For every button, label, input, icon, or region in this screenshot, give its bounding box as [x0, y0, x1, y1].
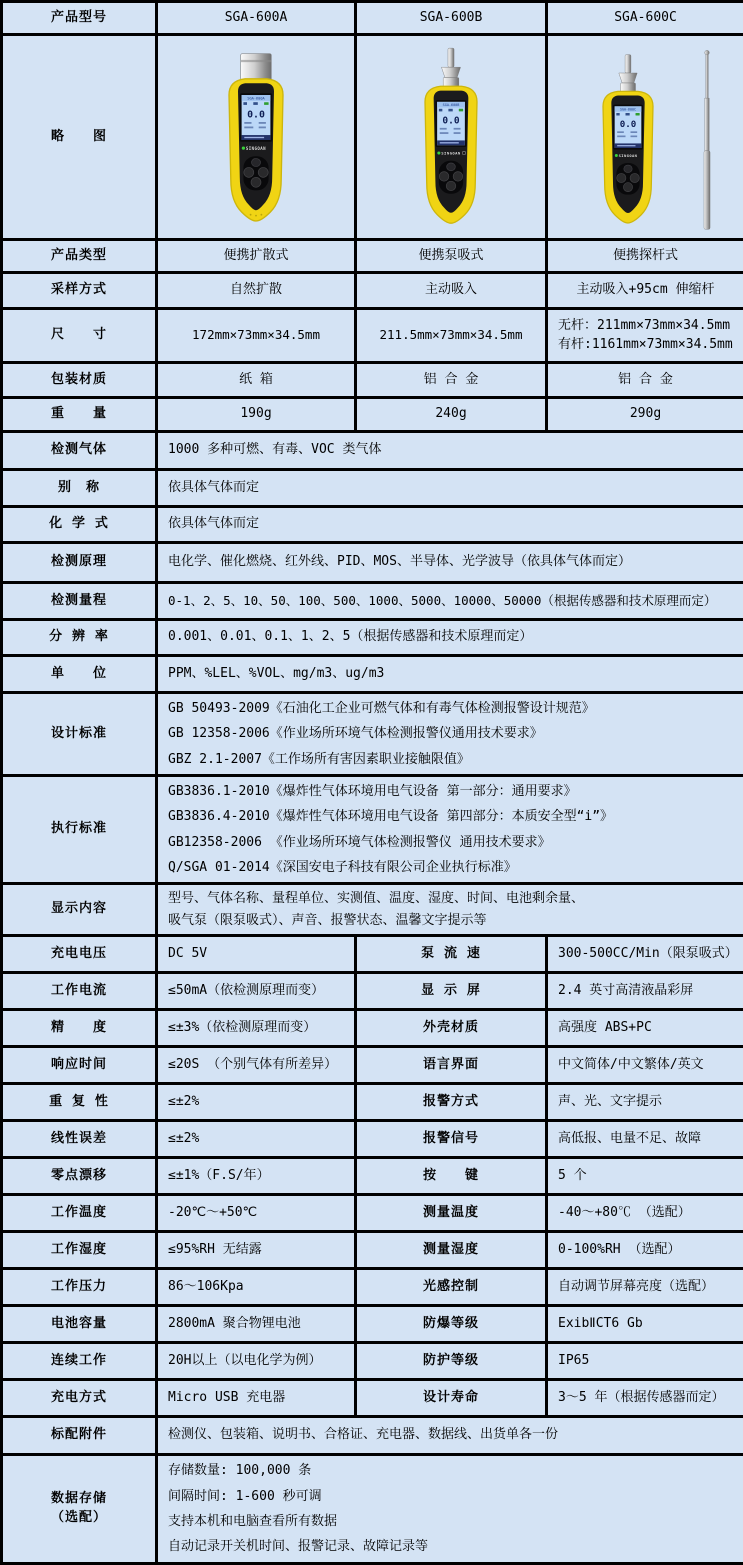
cell-value: ≤50mA（依检测原理而变） — [157, 973, 356, 1010]
row-label: 防护等级 — [356, 1343, 547, 1380]
cell-value — [157, 1455, 743, 1563]
row-label: 别 称 — [2, 470, 157, 507]
cell-value: -20℃～+50℃ — [157, 1195, 356, 1232]
cell-value: 主动吸入+95cm 伸缩杆 — [547, 273, 743, 309]
row-unit — [2, 656, 743, 693]
cell-value: 290g — [547, 398, 743, 432]
photo-cell-sga600c — [547, 35, 743, 240]
cell-value: 纸 箱 — [157, 363, 356, 398]
cell-value: 依具体气体而定 — [157, 507, 743, 543]
cell-value: Micro USB 充电器 — [157, 1380, 356, 1417]
row-model — [2, 2, 743, 35]
dimension-with-rod: 有杆:1161mm×73mm×34.5mm — [558, 336, 733, 355]
cell-value: 2.4 英寸高清液晶彩屏 — [547, 973, 743, 1010]
cell-value: ≤±2% — [157, 1084, 356, 1121]
display-line: 吸气泵（限泵吸式）、声音、报警状态、温馨文字提示等 — [168, 910, 733, 931]
row-label: 精 度 — [2, 1010, 157, 1047]
cell-value: 中文简体/中文繁体/英文 — [547, 1047, 743, 1084]
brand-text: SINGOAN — [246, 145, 266, 150]
row-label: 检测原理 — [2, 543, 157, 583]
row-label: 工作温度 — [2, 1195, 157, 1232]
standard-line: GB 50493-2009《石油化工企业可燃气体和有毒气体检测报警设计规范》 — [168, 696, 733, 721]
standard-line: Q/SGA 01-2014《深国安电子科技有限公司企业执行标准》 — [168, 855, 733, 880]
row-label: 产品类型 — [2, 240, 157, 273]
screen-model-text: SGA-600B — [443, 103, 460, 107]
row-label: 语言界面 — [356, 1047, 547, 1084]
device-screen — [614, 106, 641, 148]
standard-line: GBZ 2.1-2007《工作场所有害因素职业接触限值》 — [168, 747, 733, 772]
cell-value — [157, 884, 743, 936]
row-package — [2, 363, 743, 398]
cell-value: 铝 合 金 — [356, 363, 547, 398]
cell-value: 电化学、催化燃烧、红外线、PID、MOS、半导体、光学波导（依具体气体而定） — [157, 543, 743, 583]
row-dimensions — [2, 309, 743, 363]
row-label: 充电方式 — [2, 1380, 157, 1417]
row-label: 报警方式 — [356, 1084, 547, 1121]
brand-text: SINGOAN — [618, 154, 637, 158]
cell-value: ≤95%RH 无结露 — [157, 1232, 356, 1269]
screen-model-text: SGA-600C — [619, 107, 635, 111]
cell-value: 86～106Kpa — [157, 1269, 356, 1306]
cell-value: 自动调节屏幕亮度（选配） — [547, 1269, 743, 1306]
screen-reading: 0.0 — [619, 119, 636, 130]
cell-value: ≤20S （个别气体有所差异） — [157, 1047, 356, 1084]
storage-label-line1: 数据存储 — [13, 1490, 145, 1509]
cell-value: 便携泵吸式 — [356, 240, 547, 273]
row-exec-standard — [2, 776, 743, 884]
cell-value — [157, 776, 743, 884]
row-label: 按 键 — [356, 1158, 547, 1195]
model-row-label: 产品型号 — [2, 2, 157, 35]
cell-value: 0-100%RH （选配） — [547, 1232, 743, 1269]
cell-value: 20H以上（以电化学为例） — [157, 1343, 356, 1380]
device-illustration-sga600a — [202, 45, 310, 235]
cell-value — [157, 693, 743, 776]
row-sketch — [2, 35, 743, 240]
row-label: 化 学 式 — [2, 507, 157, 543]
cell-value: 300-500CC/Min（限泵吸式） — [547, 936, 743, 973]
cell-value: 便携扩散式 — [157, 240, 356, 273]
keypad — [243, 156, 268, 190]
cell-value: 高低报、电量不足、故障 — [547, 1121, 743, 1158]
standard-line: GB3836.4-2010《爆炸性气体环境用电气设备 第四部分：本质安全型“i”》 — [168, 804, 733, 829]
cell-value: PPM、%LEL、%VOL、mg/m3、ug/m3 — [157, 656, 743, 693]
row-label: 零点漂移 — [2, 1158, 157, 1195]
device-body — [425, 86, 477, 223]
cell-value: 0.001、0.01、0.1、1、2、5（根据传感器和技术原理而定） — [157, 620, 743, 656]
cell-value: -40～+80℃ （选配） — [547, 1195, 743, 1232]
row-label: 泵 流 速 — [356, 936, 547, 973]
cell-value: ≤±3%（依检测原理而变） — [157, 1010, 356, 1047]
pump-probe — [618, 54, 636, 92]
storage-line: 自动记录开关机时间、报警记录、故障记录等 — [168, 1534, 733, 1559]
model-a: SGA-600A — [157, 2, 356, 35]
storage-line: 间隔时间: 1-600 秒可调 — [168, 1484, 733, 1509]
row-pair-zero-drift — [2, 1158, 743, 1195]
cell-value: 自然扩散 — [157, 273, 356, 309]
status-led — [614, 154, 617, 157]
standard-line: GB12358-2006 《作业场所环境气体检测报警仪 通用技术要求》 — [168, 830, 733, 855]
sensor-cap — [241, 53, 272, 80]
row-pair-working-humidity — [2, 1232, 743, 1269]
device-body — [229, 78, 283, 220]
display-line: 型号、气体名称、量程单位、实测值、温度、湿度、时间、电池剩余量、 — [168, 888, 733, 909]
row-label: 检测气体 — [2, 432, 157, 470]
cell-value: 5 个 — [547, 1158, 743, 1195]
row-alias — [2, 470, 743, 507]
row-label: 分 辨 率 — [2, 620, 157, 656]
storage-line: 支持本机和电脑查看所有数据 — [168, 1509, 733, 1534]
row-pair-charge-voltage — [2, 936, 743, 973]
screen-model-text: SGA-600A — [247, 96, 265, 100]
cell-value: 检测仪、包装箱、说明书、合格证、充电器、数据线、出货单各一份 — [157, 1417, 743, 1455]
cell-value: 依具体气体而定 — [157, 470, 743, 507]
row-range — [2, 583, 743, 620]
cell-value — [547, 309, 743, 363]
cell-value: 高强度 ABS+PC — [547, 1010, 743, 1047]
row-resolution — [2, 620, 743, 656]
storage-line: 存储数量: 100,000 条 — [168, 1458, 733, 1483]
row-label: 电池容量 — [2, 1306, 157, 1343]
row-label: 设计寿命 — [356, 1380, 547, 1417]
row-label: 连续工作 — [2, 1343, 157, 1380]
cell-value: DC 5V — [157, 936, 356, 973]
cell-value: ≤±1%（F.S/年） — [157, 1158, 356, 1195]
telescopic-rod-illustration — [700, 47, 714, 235]
row-label: 防爆等级 — [356, 1306, 547, 1343]
cell-value: 铝 合 金 — [547, 363, 743, 398]
row-label: 测量湿度 — [356, 1232, 547, 1269]
row-label: 单 位 — [2, 656, 157, 693]
row-chemical-formula — [2, 507, 743, 543]
row-label — [2, 1455, 157, 1563]
row-weight — [2, 398, 743, 432]
row-design-standard — [2, 693, 743, 776]
row-pair-accuracy — [2, 1010, 743, 1047]
row-label: 线性误差 — [2, 1121, 157, 1158]
row-label: 测量温度 — [356, 1195, 547, 1232]
device-illustration-sga600b — [399, 45, 503, 235]
row-label: 响应时间 — [2, 1047, 157, 1084]
cell-value: 1000 多种可燃、有毒、VOC 类气体 — [157, 432, 743, 470]
row-pair-working-current — [2, 973, 743, 1010]
row-pair-working-pressure — [2, 1269, 743, 1306]
cell-value: 0-1、2、5、10、50、100、500、1000、5000、10000、50000（根据传感器和技术原理而定） — [157, 583, 743, 620]
row-display-content — [2, 884, 743, 936]
cell-value: 2800mA 聚合物锂电池 — [157, 1306, 356, 1343]
row-label: 显示内容 — [2, 884, 157, 936]
standard-line: GB3836.1-2010《爆炸性气体环境用电气设备 第一部分：通用要求》 — [168, 779, 733, 804]
row-label: 设计标准 — [2, 693, 157, 776]
device-body — [603, 91, 653, 223]
photo-cell-sga600a — [157, 35, 356, 240]
keypad — [439, 160, 463, 193]
cell-value: 172mm×73mm×34.5mm — [157, 309, 356, 363]
row-label: 外壳材质 — [356, 1010, 547, 1047]
keypad — [616, 163, 639, 195]
row-label: 包装材质 — [2, 363, 157, 398]
device-screen — [437, 101, 465, 144]
screen-reading: 0.0 — [247, 109, 265, 120]
brand-text: SINGOAN — [441, 150, 461, 155]
row-label: 工作电流 — [2, 973, 157, 1010]
cell-value: 主动吸入 — [356, 273, 547, 309]
standard-line: GB 12358-2006《作业场所环境气体检测报警仪通用技术要求》 — [168, 721, 733, 746]
photo-cell-sga600b — [356, 35, 547, 240]
cell-value: 240g — [356, 398, 547, 432]
cell-value: IP65 — [547, 1343, 743, 1380]
row-label: 重 复 性 — [2, 1084, 157, 1121]
row-label: 光感控制 — [356, 1269, 547, 1306]
cell-value: 211.5mm×73mm×34.5mm — [356, 309, 547, 363]
row-label: 执行标准 — [2, 776, 157, 884]
row-sampling — [2, 273, 743, 309]
row-label: 充电电压 — [2, 936, 157, 973]
row-pair-repeatability — [2, 1084, 743, 1121]
row-label: 重 量 — [2, 398, 157, 432]
row-pair-charging — [2, 1380, 743, 1417]
row-label: 工作湿度 — [2, 1232, 157, 1269]
row-label: 标配附件 — [2, 1417, 157, 1455]
row-pair-working-temp — [2, 1195, 743, 1232]
cell-value: ≤±2% — [157, 1121, 356, 1158]
storage-label-line2: （选配） — [13, 1509, 145, 1528]
row-label: 尺 寸 — [2, 309, 157, 363]
status-led — [242, 146, 245, 149]
row-pair-linearity — [2, 1121, 743, 1158]
cell-value: 便携探杆式 — [547, 240, 743, 273]
pump-probe — [441, 48, 460, 88]
cell-value: ExibⅡCT6 Gb — [547, 1306, 743, 1343]
model-c: SGA-600C — [547, 2, 743, 35]
device-illustration-sga600c — [578, 51, 678, 235]
row-accessories — [2, 1417, 743, 1455]
dimension-no-rod: 无杆：211mm×73mm×34.5mm — [558, 317, 733, 336]
device-screen — [242, 95, 271, 140]
model-b: SGA-600B — [356, 2, 547, 35]
row-pair-battery — [2, 1306, 743, 1343]
row-label: 显 示 屏 — [356, 973, 547, 1010]
row-pair-response-time — [2, 1047, 743, 1084]
cell-value: 声、光、文字提示 — [547, 1084, 743, 1121]
row-principle — [2, 543, 743, 583]
row-label: 工作压力 — [2, 1269, 157, 1306]
row-pair-continuous-work — [2, 1343, 743, 1380]
screen-reading: 0.0 — [442, 115, 459, 126]
status-led — [437, 151, 440, 154]
row-label: 采样方式 — [2, 273, 157, 309]
row-detect-gas — [2, 432, 743, 470]
row-label: 报警信号 — [356, 1121, 547, 1158]
cell-value: 3～5 年（根据传感器而定） — [547, 1380, 743, 1417]
row-data-storage — [2, 1455, 743, 1563]
row-label: 检测量程 — [2, 583, 157, 620]
cell-value: 190g — [157, 398, 356, 432]
sketch-label: 略 图 — [2, 35, 157, 240]
row-product-type — [2, 240, 743, 273]
